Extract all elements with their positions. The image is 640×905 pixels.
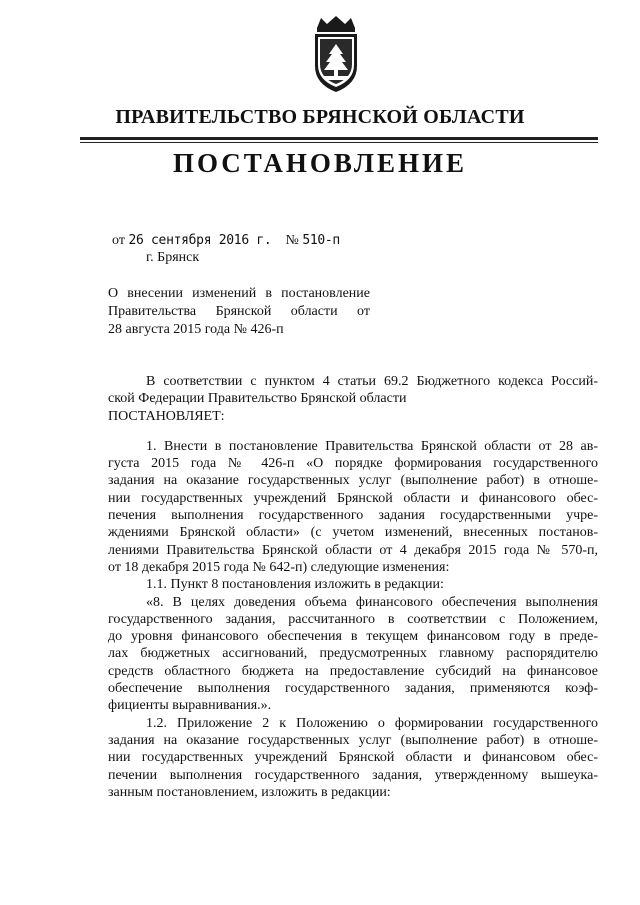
document-date: 26 сентября 2016 г. xyxy=(128,233,272,248)
body-line: 1. Внести в постановление Правительства Брянской области от 28 ав- xyxy=(146,438,598,454)
document-city: г. Брянск xyxy=(146,250,200,265)
body-line: 1.2. Приложение 2 к Положению о формировании государственного xyxy=(146,715,598,731)
body-line: задания на оказание государственных услуг (выполнение работ) в отноше- xyxy=(108,732,598,748)
body-line: ской Федерации Правительство Брянской области xyxy=(108,391,407,407)
body-line: занным постановлением, изложить в редакции: xyxy=(108,784,391,800)
body-line: лениями Правительства Брянской области от 4 декабря 2015 года № 570-п, xyxy=(108,542,598,558)
body-line: печения выполнения государственного задания государственными учре- xyxy=(108,508,598,524)
body-line: средств областного бюджета на предоставление субсидий на финансовое xyxy=(108,663,598,679)
body-line: нии государственных учреждений Брянской области и финансовом обес- xyxy=(108,750,598,766)
subject-line: 28 августа 2015 года № 426-п xyxy=(108,322,284,337)
paragraph-gap xyxy=(108,425,598,438)
header-rule-thin xyxy=(80,142,598,143)
document-subject xyxy=(108,285,370,339)
body-line: от 18 декабря 2015 года № 642-п) следующие изменения: xyxy=(108,559,450,575)
body-line: ПОСТАНОВЛЯЕТ: xyxy=(108,408,225,424)
body-line: лах бюджетных ассигнований, предусмотренных главному распорядителю xyxy=(108,646,598,662)
body-line: «8. В целях доведения объема финансового обеспечения выполнения xyxy=(146,594,598,610)
body-line: нии государственных учреждений Брянской области и финансового обес- xyxy=(108,490,598,506)
header-rule-thick xyxy=(80,137,598,140)
body-line: фициенты выравнивания.». xyxy=(108,698,272,714)
body-line: 1.1. Пункт 8 постановления изложить в редакции: xyxy=(146,577,444,593)
subject-line: О внесении изменений в постановление xyxy=(108,286,370,301)
government-title: ПРАВИТЕЛЬСТВО БРЯНСКОЙ ОБЛАСТИ xyxy=(115,106,525,128)
date-prefix: от xyxy=(112,233,125,248)
body-line: печении выполнения государственного задания, утвержденному вышеука- xyxy=(108,767,598,783)
body-line: ждениями Брянской области» (с учетом изменений, внесенных постанов- xyxy=(108,525,598,541)
document-type-title: ПОСТАНОВЛЕНИЕ xyxy=(172,148,468,178)
body-line: до уровня финансового обеспечения в текущем финансовом году в преде- xyxy=(108,629,598,645)
body-line: государственного задания, рассчитанного в соответствии с Положением, xyxy=(108,611,598,627)
number-sign: № xyxy=(285,233,299,248)
body-line: обеспечение выполнения государственного задания, применяются коэф- xyxy=(108,681,598,697)
body-line: задания на оказание государственных услуг (выполнение работ) в отноше- xyxy=(108,473,598,489)
body-line: густа 2015 года № 426-п «О порядке формирования государственного xyxy=(108,456,598,472)
document-body xyxy=(108,373,598,801)
document-number: 510-п xyxy=(302,233,340,248)
date-number-line xyxy=(112,233,340,249)
subject-line: Правительства Брянской области от xyxy=(108,304,370,319)
body-line: В соответствии с пунктом 4 статьи 69.2 Бюджетного кодекса Россий- xyxy=(146,374,598,389)
bryansk-coat-of-arms-icon xyxy=(303,14,369,96)
